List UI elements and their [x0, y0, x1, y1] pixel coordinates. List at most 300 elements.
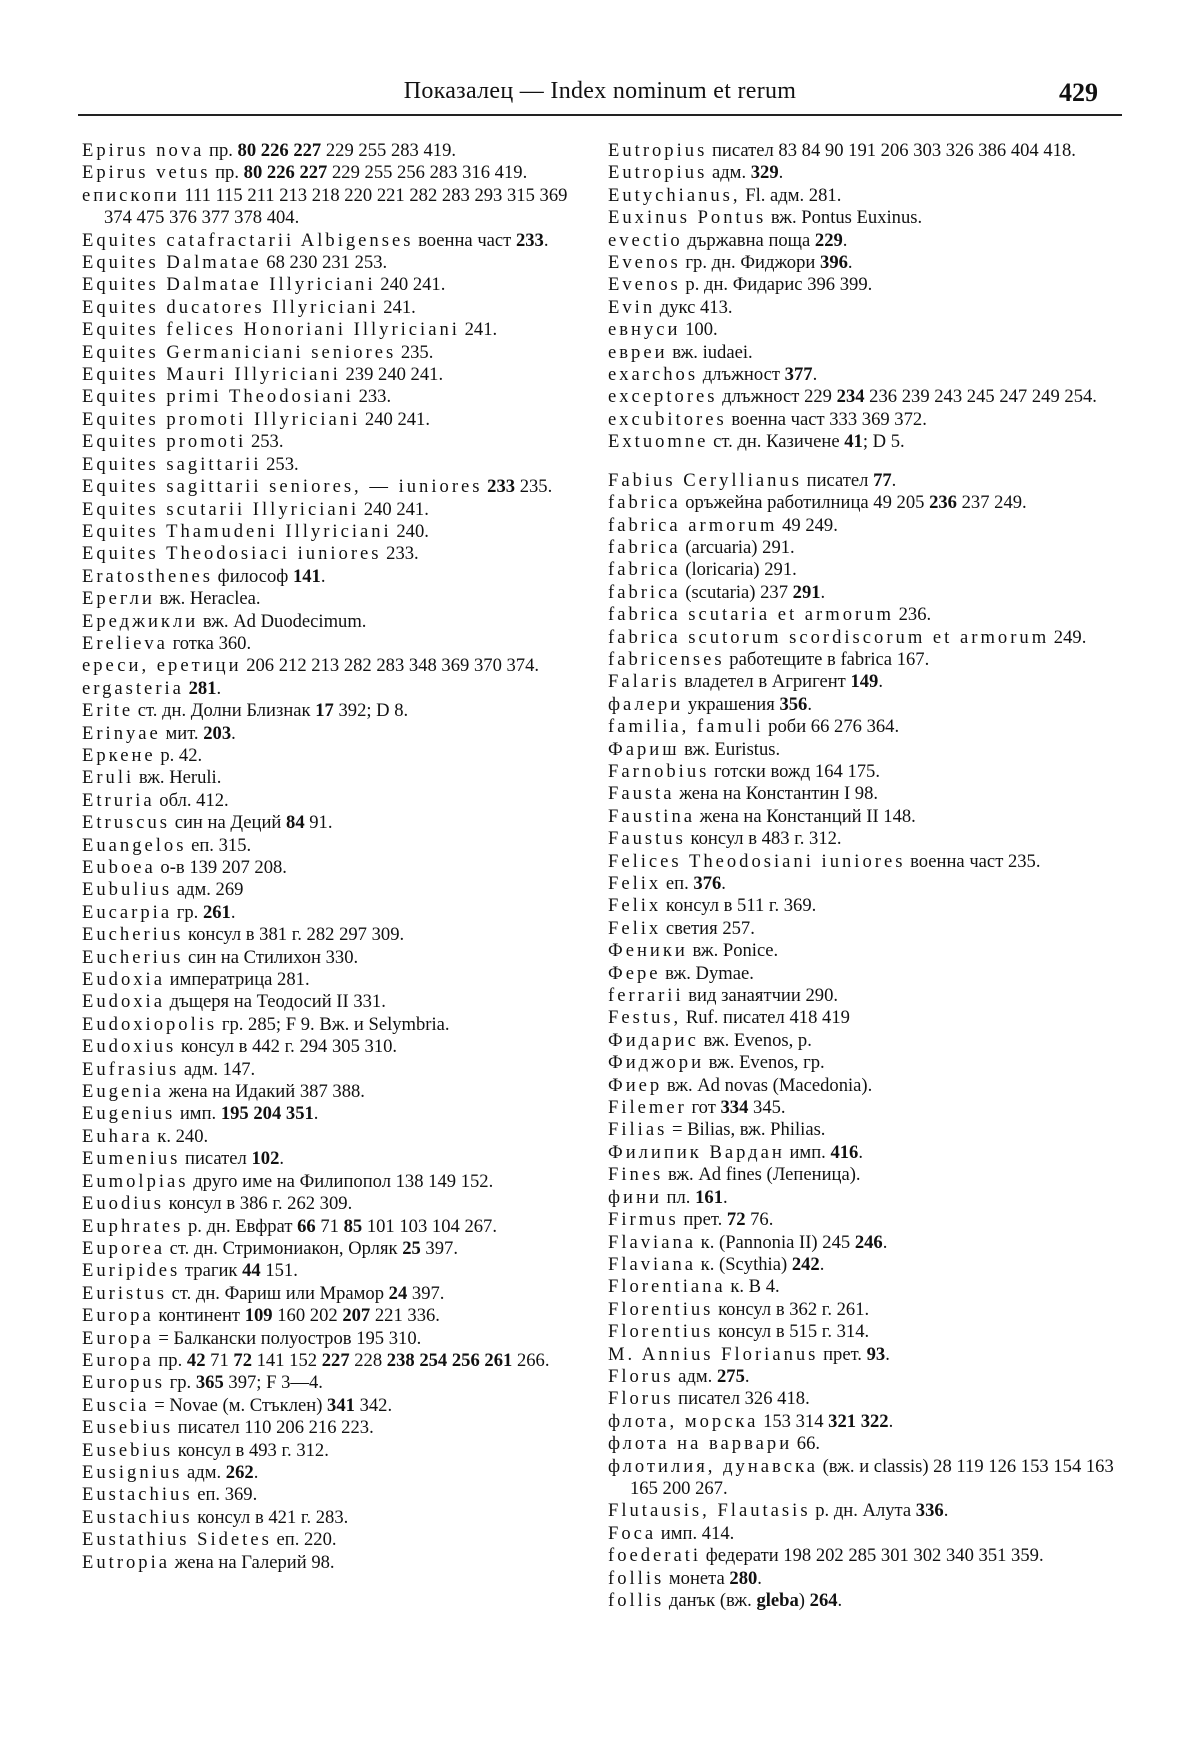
- entry-text: военна част 333 369 372.: [726, 408, 927, 430]
- entry-text: ст. дн. Стримониакон, Орляк: [164, 1237, 403, 1259]
- entry-text: 235.: [515, 476, 553, 498]
- entry-headword: Etruria: [82, 789, 155, 811]
- entry-text: .: [878, 671, 883, 693]
- entry-text: .: [819, 1253, 825, 1275]
- entry-headword: Eugenia: [82, 1081, 164, 1103]
- entry-text: 221 336.: [370, 1305, 440, 1327]
- main-page-reference: 161: [695, 1186, 723, 1208]
- entry-text: .: [858, 1141, 863, 1163]
- entry-text: син на Стилихон 330.: [183, 946, 359, 968]
- entry-text: 111 115 211 213 218 220 221 282 283 293 315 369 374 475 376 377 378 404.: [104, 184, 568, 229]
- entry-text: 249.: [1049, 626, 1087, 648]
- entry-text: .: [231, 722, 236, 744]
- entry-text: 241.: [459, 319, 498, 341]
- entry-headword: Fines: [608, 1164, 664, 1186]
- index-entry: [608, 1187, 1118, 1209]
- entry-headword: Euhara: [82, 1125, 153, 1147]
- entry-text: р. дн. Фидарис 396 399.: [680, 274, 873, 296]
- index-entry: [82, 230, 582, 252]
- entry-headword: Filemer: [608, 1097, 687, 1119]
- index-entry: [608, 162, 1118, 184]
- entry-text: гот: [686, 1097, 721, 1119]
- entry-text: писател 110 206 216 223.: [173, 1417, 374, 1439]
- entry-text: .: [721, 873, 726, 894]
- index-entry: [82, 1171, 582, 1193]
- index-entry: [82, 162, 582, 184]
- entry-text: адм. 147.: [179, 1058, 256, 1080]
- main-page-reference: 149: [850, 671, 879, 693]
- entry-headword: Eubulius: [82, 879, 173, 901]
- entry-text: консул в 511 г. 369.: [661, 895, 817, 917]
- entry-text: (arcuaria) 291.: [680, 536, 795, 558]
- entry-headword: ереси, еретици: [82, 655, 242, 677]
- entry-text: 160 202: [272, 1305, 343, 1327]
- index-entry: [608, 274, 1118, 296]
- index-entry: [82, 790, 582, 812]
- entry-text: 236.: [893, 604, 932, 626]
- entry-text: дукс 413.: [655, 296, 733, 318]
- entry-headword: Equites catafractarii Albigenses: [82, 229, 414, 251]
- main-page-reference: 234: [836, 386, 865, 408]
- entry-text: .: [888, 1410, 894, 1432]
- index-entry: [82, 1440, 582, 1462]
- entry-headword: Фариш: [608, 738, 680, 760]
- entry-text: светия 257.: [661, 917, 755, 939]
- entry-headword: Еркене: [82, 744, 156, 766]
- entry-headword: Eucherius: [82, 946, 184, 968]
- running-title: Показалец — Index nominum et rerum: [403, 78, 797, 104]
- entry-headword: Felix: [608, 895, 662, 917]
- entry-headword: епископи: [82, 184, 180, 206]
- entry-headword: Eruli: [82, 767, 135, 789]
- index-entry: [82, 1417, 582, 1439]
- entry-text: 101 103 104 267.: [362, 1215, 497, 1237]
- index-entry: [82, 342, 582, 364]
- entry-headword: Erelieva: [82, 632, 168, 654]
- entry-text: .: [820, 581, 826, 603]
- entry-text: адм.: [182, 1461, 226, 1483]
- entry-headword: Eudoxia: [82, 969, 165, 991]
- entry-headword: Faustus: [608, 828, 686, 850]
- index-entry: [82, 409, 582, 431]
- index-entry: [82, 1260, 582, 1282]
- entry-headword: Euporea: [82, 1237, 165, 1259]
- entry-text: вж. Evenos, р.: [698, 1029, 812, 1051]
- index-entry: [82, 1529, 582, 1551]
- main-page-reference: 275: [716, 1365, 745, 1387]
- index-entry: [608, 739, 1118, 761]
- entry-headword: Eumenius: [82, 1148, 181, 1170]
- entry-text: 240 241.: [375, 274, 446, 296]
- entry-headword: ferrarii: [608, 985, 684, 1007]
- index-entry: [608, 364, 1118, 386]
- entry-headword: Equites sagittarii seniores, — iuniores: [82, 476, 483, 498]
- entry-headword: фалери: [608, 693, 684, 715]
- entry-text: мит.: [160, 722, 204, 744]
- entry-headword: Euboea: [82, 857, 156, 878]
- entry-headword: Farnobius: [608, 760, 710, 782]
- header-rule: [78, 114, 1122, 116]
- entry-headword: Eustachius: [82, 1506, 193, 1528]
- entry-headword: Ерегли: [82, 588, 155, 610]
- entry-text: .: [807, 693, 812, 715]
- entry-headword: Flutausis, Flautasis: [608, 1500, 811, 1522]
- index-entry: [608, 1545, 1118, 1567]
- main-page-reference: gleba: [756, 1590, 799, 1611]
- index-entry: [82, 1507, 582, 1529]
- entry-text: Fl. адм. 281.: [740, 184, 842, 206]
- index-entry: [82, 1216, 582, 1238]
- entry-headword: follis: [608, 1567, 665, 1589]
- index-entry: [82, 1193, 582, 1215]
- entry-text: консул в 442 г. 294 305 310.: [176, 1036, 398, 1058]
- entry-headword: Florentiana: [608, 1276, 726, 1298]
- entry-text: гр. дн. Фиджори: [680, 252, 821, 274]
- index-entry: [608, 1433, 1118, 1455]
- entry-text: син на Деций: [170, 812, 287, 834]
- entry-text: консул в 515 г. 314.: [713, 1321, 870, 1343]
- index-entry: [82, 1148, 582, 1170]
- main-page-reference: 246: [854, 1231, 883, 1253]
- index-entry: [82, 1350, 582, 1372]
- entry-text: 397.: [420, 1237, 458, 1259]
- main-page-reference: 227: [321, 1349, 350, 1371]
- entry-headword: Eusebius: [82, 1439, 174, 1461]
- main-page-reference: 236: [929, 492, 957, 514]
- index-entry: [82, 1081, 582, 1103]
- index-entry: [82, 1462, 582, 1484]
- index-entry: [608, 1254, 1118, 1276]
- entry-text: к. (Pannonia II) 245: [696, 1231, 855, 1253]
- index-entry: [82, 723, 582, 745]
- entry-headword: Fabius Ceryllianus: [608, 469, 802, 491]
- entry-headword: Florentius: [608, 1298, 714, 1320]
- entry-text: ст. дн. Фариш или Мрамор: [166, 1282, 389, 1304]
- entry-text: 235.: [396, 341, 434, 363]
- index-entry: [82, 364, 582, 386]
- entry-text: .: [757, 1567, 762, 1589]
- main-page-reference: 102: [251, 1148, 280, 1170]
- entry-text: вж. Heruli.: [134, 767, 222, 789]
- entry-text: .: [891, 469, 897, 491]
- index-entry: [608, 694, 1118, 716]
- index-entry: [608, 1164, 1118, 1186]
- index-entry: [82, 857, 582, 879]
- entry-text: о-в 139 207 208.: [155, 857, 287, 878]
- entry-headword: Equites Theodosiaci iuniores: [82, 543, 382, 565]
- entry-text: 228: [349, 1349, 387, 1371]
- entry-headword: Erite: [82, 700, 134, 722]
- entry-text: вж. Dymae.: [660, 962, 754, 984]
- index-entry: [608, 1366, 1118, 1388]
- index-entry: [608, 627, 1118, 649]
- entry-text: = Bilias, вж. Philias.: [667, 1119, 826, 1141]
- entry-headword: Eucherius: [82, 924, 184, 946]
- index-entry: [608, 230, 1118, 252]
- entry-headword: Equites ducatores Illyriciani: [82, 296, 379, 318]
- entry-headword: Eustachius: [82, 1484, 193, 1506]
- entry-text: роби 66 276 364.: [763, 716, 900, 738]
- entry-text: писател 326 418.: [673, 1388, 810, 1410]
- entry-headword: exarchos: [608, 364, 699, 386]
- index-entry: [82, 1305, 582, 1327]
- index-entry: [608, 1232, 1118, 1254]
- entry-headword: Eudoxia: [82, 991, 165, 1013]
- entry-text: Ruf. писател 418 419: [681, 1007, 850, 1029]
- index-entry: [608, 297, 1118, 319]
- entry-text: гр. 285; F 9. Вж. и Selymbria.: [217, 1013, 450, 1035]
- entry-headword: Foca: [608, 1522, 657, 1544]
- index-entry: [608, 1142, 1118, 1164]
- entry-headword: флота на варвари: [608, 1433, 793, 1455]
- entry-text: работещите в fabrica 167.: [724, 648, 930, 670]
- main-page-reference: 17: [315, 700, 334, 722]
- index-entry: [82, 902, 582, 924]
- entry-headword: fabrica: [608, 492, 681, 514]
- entry-text: 229 255 256 283 316 419.: [327, 162, 528, 184]
- entry-headword: Europa: [82, 1327, 154, 1349]
- entry-headword: Eratosthenes: [82, 565, 214, 587]
- entry-headword: Equites Dalmatae: [82, 252, 262, 274]
- index-entry: [82, 386, 582, 408]
- main-page-reference: 416: [830, 1141, 859, 1163]
- entry-text: 66.: [792, 1433, 821, 1455]
- entry-headword: Europa: [82, 1305, 154, 1327]
- entry-headword: Extuomne: [608, 431, 709, 453]
- entry-headword: Eusignius: [82, 1461, 183, 1483]
- entry-text: готка 360.: [167, 632, 252, 654]
- entry-headword: M. Annius Florianus: [608, 1343, 819, 1365]
- entry-headword: fabricenses: [608, 648, 725, 670]
- index-entry: [608, 207, 1118, 229]
- entry-headword: Euodius: [82, 1193, 164, 1215]
- entry-text: имп.: [784, 1141, 831, 1163]
- entry-text: оръжейна работилница 49 205: [680, 492, 930, 514]
- entry-text: 239 240 241.: [340, 364, 444, 386]
- index-entry: [608, 985, 1118, 1007]
- entry-text: 392; D 8.: [333, 700, 409, 722]
- entry-headword: fabrica: [608, 559, 681, 581]
- entry-text: украшения: [683, 693, 780, 715]
- entry-text: = Балкански полуостров 195 310.: [153, 1327, 422, 1349]
- main-page-reference: 24: [388, 1282, 408, 1304]
- entry-headword: Etruscus: [82, 812, 171, 834]
- entry-headword: Euripides: [82, 1260, 181, 1282]
- entry-text: .: [543, 229, 549, 251]
- entry-text: прет.: [818, 1343, 867, 1365]
- entry-headword: Фиджори: [608, 1052, 705, 1074]
- index-entry: [608, 1388, 1118, 1410]
- entry-text: имп.: [175, 1103, 221, 1125]
- main-page-reference: 377: [784, 364, 813, 386]
- entry-text: вж. iudaei.: [667, 341, 753, 363]
- index-entry: [608, 918, 1118, 940]
- index-entry: [82, 1059, 582, 1081]
- index-entry: [608, 1299, 1118, 1321]
- main-page-reference: 291: [792, 581, 821, 603]
- entry-headword: fabrica scutorum scordiscorum et armorum: [608, 626, 1050, 648]
- entry-headword: Filias: [608, 1119, 668, 1141]
- index-entry: [608, 386, 1118, 408]
- entry-headword: exceptores: [608, 386, 718, 408]
- entry-headword: Equites Germaniciani seniores: [82, 341, 397, 363]
- entry-text: 100.: [680, 319, 718, 341]
- index-entry: [608, 671, 1118, 693]
- main-page-reference: 233: [515, 229, 544, 251]
- entry-headword: fabrica: [608, 581, 681, 603]
- main-page-reference: 280: [729, 1567, 758, 1589]
- entry-headword: Equites felices Honoriani Illyriciani: [82, 319, 460, 341]
- index-entry: [82, 947, 582, 969]
- index-entry: [608, 342, 1118, 364]
- main-page-reference: 334: [720, 1097, 749, 1119]
- main-page-reference: 203: [203, 722, 232, 744]
- main-page-reference: 93: [866, 1343, 886, 1365]
- entry-text: писател: [801, 469, 874, 491]
- entry-text: консул в 483 г. 312.: [685, 828, 842, 850]
- index-entry: [82, 745, 582, 767]
- entry-headword: Eutropia: [82, 1551, 171, 1573]
- index-entry: [608, 716, 1118, 738]
- index-entry: [82, 678, 582, 700]
- entry-text: дъщеря на Теодосий II 331.: [164, 991, 386, 1013]
- entry-headword: foederati: [608, 1545, 702, 1567]
- entry-headword: Felices Theodosiani iuniores: [608, 850, 906, 872]
- index-entry: [608, 582, 1118, 604]
- entry-text: консул в 493 г. 312.: [173, 1439, 329, 1461]
- index-entry: [608, 1052, 1118, 1074]
- entry-text: военна част: [413, 229, 516, 251]
- entry-headword: флота, морска: [608, 1410, 759, 1432]
- entry-text: еп. 220.: [271, 1529, 337, 1551]
- index-entry: [82, 969, 582, 991]
- entry-headword: evectio: [608, 229, 683, 251]
- index-entry: [82, 521, 582, 543]
- index-entry: [608, 1097, 1118, 1119]
- main-page-reference: 376: [693, 873, 722, 894]
- entry-text: вид занаятчии 290.: [683, 985, 839, 1007]
- entry-text: 266.: [512, 1349, 550, 1371]
- entry-text: .: [253, 1461, 259, 1483]
- entry-text: .: [230, 901, 236, 923]
- main-page-reference: 281: [188, 677, 217, 699]
- entry-headword: Falaris: [608, 671, 680, 693]
- index-entry: [82, 1552, 582, 1574]
- entry-text: .: [722, 1186, 728, 1208]
- entry-headword: Ереджикли: [82, 610, 199, 632]
- index-entry: [82, 499, 582, 521]
- entry-headword: Филипик Вардан: [608, 1141, 785, 1163]
- index-entry: [608, 963, 1118, 985]
- main-page-reference: 365: [195, 1372, 224, 1394]
- entry-text: готски вожд 164 175.: [709, 760, 880, 782]
- entry-headword: fabrica scutaria et armorum: [608, 604, 894, 626]
- index-entry: [82, 767, 582, 789]
- index-entry: [82, 1395, 582, 1417]
- entry-text: 253.: [261, 453, 299, 475]
- entry-text: р. дн. Алута: [810, 1500, 916, 1522]
- main-page-reference: 84: [286, 812, 305, 834]
- right-index-column: [608, 140, 1118, 1612]
- entry-headword: Faustina: [608, 805, 696, 827]
- entry-text: .: [847, 252, 853, 274]
- index-entry: [82, 543, 582, 565]
- entry-text: адм.: [673, 1365, 717, 1387]
- entry-text: пр.: [204, 140, 238, 161]
- entry-text: консул в 421 г. 283.: [192, 1506, 349, 1528]
- entry-headword: familia, famuli: [608, 716, 764, 738]
- entry-text: писател: [180, 1148, 252, 1170]
- entry-headword: Epirus nova: [82, 140, 205, 161]
- index-entry: [82, 252, 582, 274]
- entry-text: .: [882, 1231, 888, 1253]
- entry-text: = Novae (м. Стъклен): [149, 1394, 328, 1416]
- main-page-reference: 336: [915, 1500, 944, 1522]
- index-entry: [82, 611, 582, 633]
- main-page-reference: 356: [779, 693, 808, 715]
- index-entry: [608, 1321, 1118, 1343]
- main-page-reference: 242: [791, 1253, 820, 1275]
- entry-text: 240 241.: [359, 498, 429, 520]
- entry-text: еп. 369.: [192, 1484, 258, 1506]
- index-entry: [82, 1328, 582, 1350]
- entry-headword: флотилия, дунавска: [608, 1455, 818, 1477]
- index-entry: [608, 559, 1118, 581]
- entry-headword: Eutropius: [608, 140, 708, 161]
- entry-text: 397.: [407, 1282, 445, 1304]
- entry-text: вж. Ad fines (Лепеница).: [663, 1164, 861, 1186]
- index-entry: [82, 588, 582, 610]
- entry-text: .: [279, 1148, 285, 1170]
- main-page-reference: 207: [342, 1305, 371, 1327]
- entry-text: жена на Констанций II 148.: [695, 805, 916, 827]
- main-page-reference: 238 254 256 261: [386, 1349, 513, 1371]
- index-entry: [608, 1007, 1118, 1029]
- index-entry: [82, 924, 582, 946]
- page-number: 429: [1059, 78, 1098, 107]
- main-page-reference: 77: [873, 469, 892, 491]
- index-entry: [608, 140, 1118, 162]
- entry-headword: Eufrasius: [82, 1058, 180, 1080]
- entry-text: вж. Ponice.: [687, 940, 779, 962]
- entry-headword: Epirus vetus: [82, 162, 211, 184]
- index-entry: [82, 1126, 582, 1148]
- entry-text: философ: [213, 565, 293, 587]
- entry-text: 253.: [246, 431, 284, 453]
- index-entry: [608, 783, 1118, 805]
- entry-text: еп. 315.: [186, 834, 252, 856]
- index-entry: [608, 537, 1118, 559]
- entry-headword: фини: [608, 1186, 662, 1208]
- index-entry: [608, 1119, 1118, 1141]
- index-entry: [82, 1014, 582, 1036]
- entry-text: 233.: [381, 543, 419, 565]
- entry-text: 237 249.: [956, 492, 1027, 514]
- index-entry: [82, 1238, 582, 1260]
- entry-text: пр.: [153, 1349, 187, 1371]
- entry-headword: Eumolpias: [82, 1170, 189, 1192]
- entry-headword: Evenos: [608, 274, 681, 296]
- index-entry: [608, 1456, 1118, 1501]
- entry-headword: евреи: [608, 341, 668, 363]
- entry-text: федерати 198 202 285 301 302 340 351 359.: [701, 1545, 1044, 1567]
- entry-text: .: [320, 565, 326, 587]
- entry-text: ст. дн. Казичене: [708, 431, 845, 453]
- entry-headword: Euristus: [82, 1282, 167, 1304]
- entry-headword: Erinyae: [82, 722, 161, 744]
- main-page-reference: 109: [244, 1305, 273, 1327]
- index-entry: [608, 895, 1118, 917]
